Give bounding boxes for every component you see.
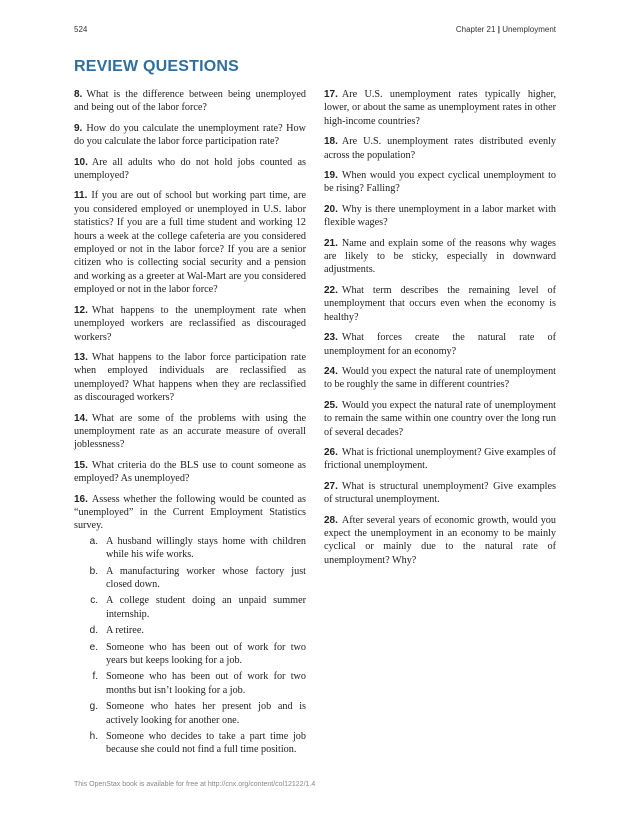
question-23 <box>324 331 556 358</box>
question-number: 24. <box>324 365 338 377</box>
chapter-label: Chapter 21 <box>455 25 496 34</box>
question-8 <box>74 88 306 115</box>
question-number: 19. <box>324 170 338 182</box>
question-16-options <box>74 535 306 757</box>
question-text: Are U.S. unemployment rates distributed evenly across the population? <box>324 136 556 161</box>
question-11 <box>74 189 306 296</box>
question-number: 11. <box>74 190 88 202</box>
question-number: 26. <box>324 446 338 458</box>
question-text: Are U.S. unemployment rates typically higher, lower, or about the same as unemployment rates in other high-income countries? <box>324 89 556 127</box>
question-text: When would you expect cyclical unemployment to be rising? Falling? <box>324 170 556 195</box>
question-text: What forces create the natural rate of unemployment for an economy? <box>324 332 556 357</box>
option-b <box>74 565 306 592</box>
question-number: 14. <box>74 412 88 424</box>
question-text: Name and explain some of the reasons why wages are likely to be sticky, especially in downward adjustments. <box>324 237 556 276</box>
question-number: 10. <box>74 156 88 168</box>
question-number: 20. <box>324 203 338 215</box>
question-text: What happens to the unemployment rate when unemployed workers are reclassified as discouraged workers? <box>74 304 306 343</box>
question-14 <box>74 412 306 452</box>
question-19 <box>324 169 556 196</box>
question-text: What is the difference between being unemployed and being out of the labor force? <box>74 89 306 114</box>
option-letter: f. <box>92 671 98 683</box>
question-text: What are some of the problems with using the unemployment rate as an accurate measure of overall joblessness? <box>74 412 306 451</box>
left-column <box>74 88 306 764</box>
option-letter: g. <box>89 701 98 713</box>
question-text: Why is there unemployment in a labor market with flexible wages? <box>324 203 556 229</box>
question-22 <box>324 284 556 324</box>
option-text: Someone who has been out of work for two years but keeps looking for a job. <box>106 641 306 667</box>
question-number: 9. <box>74 122 83 134</box>
question-number: 27. <box>324 480 338 492</box>
option-letter: h. <box>89 731 98 743</box>
option-text: A manufacturing worker whose factory just closed down. <box>106 565 306 590</box>
question-text: Would you expect the natural rate of unemployment to remain the same within one country over the long run of several decades? <box>324 399 556 438</box>
question-text: What is structural unemployment? Give examples of structural unemployment. <box>324 480 556 506</box>
option-e <box>74 641 306 668</box>
option-text: A retiree. <box>106 625 144 637</box>
option-letter: c. <box>90 595 98 607</box>
question-number: 17. <box>324 89 338 100</box>
question-text: If you are out of school but working part time, are you considered employed or unemployed in U.S. labor statistics? If you are a full time student and working 12 hours a week at the college cafeteria are you considered employed or not in the labor force? If you are a senior citizen who is collecting social security and a pension and working as a greeter at Wal-Mart are you considered employed or not in the labor force? <box>74 190 306 296</box>
question-17 <box>324 88 556 128</box>
question-26 <box>324 446 556 473</box>
question-9 <box>74 122 306 149</box>
option-d <box>74 624 306 637</box>
option-c <box>74 594 306 621</box>
question-number: 22. <box>324 284 338 296</box>
option-letter: b. <box>89 565 98 577</box>
question-text: How do you calculate the unemployment rate? How do you calculate the labor force participation rate? <box>74 122 306 148</box>
question-10 <box>74 156 306 183</box>
question-27 <box>324 480 556 507</box>
question-28 <box>324 514 556 568</box>
question-text: What criteria do the BLS use to count someone as employed? As unemployed? <box>74 459 306 485</box>
option-text: Someone who hates her present job and is actively looking for another one. <box>106 701 306 726</box>
question-20 <box>324 203 556 230</box>
question-number: 28. <box>324 514 338 526</box>
option-h <box>74 730 306 757</box>
question-21 <box>324 237 556 277</box>
question-number: 23. <box>324 332 338 344</box>
header-separator: | <box>497 25 500 34</box>
question-text: What term describes the remaining level of unemployment that occurs even when the economy is healthy? <box>324 284 556 323</box>
chapter-title: Unemployment <box>502 25 556 34</box>
question-25 <box>324 399 556 439</box>
question-number: 21. <box>324 237 338 249</box>
option-letter: e. <box>89 641 98 653</box>
question-18 <box>324 135 556 162</box>
question-text: After several years of economic growth, would you expect the unemployment in an economy to be mainly cyclical or mainly due to the natural rate of unemployment? Why? <box>324 514 556 566</box>
question-text: What happens to the labor force participation rate when employed individuals are reclassified as unemployed? What happens when they are reclassified as discouraged workers? <box>74 351 306 404</box>
option-letter: a. <box>89 535 98 547</box>
question-text: Are all adults who do not hold jobs counted as unemployed? <box>74 156 306 182</box>
question-13 <box>74 351 306 405</box>
question-number: 18. <box>324 136 338 148</box>
question-text: What is frictional unemployment? Give examples of frictional unemployment. <box>324 446 556 472</box>
question-text: Would you expect the natural rate of unemployment to be roughly the same in different countries? <box>324 365 556 391</box>
question-number: 25. <box>324 399 338 411</box>
question-12 <box>74 304 306 344</box>
option-text: A college student doing an unpaid summer internship. <box>106 595 306 620</box>
question-24 <box>324 365 556 392</box>
option-text: Someone who has been out of work for two months but isn’t looking for a job. <box>106 671 306 696</box>
question-text: Assess whether the following would be counted as “unemployed” in the Current Employment Statistics survey. <box>74 493 306 532</box>
question-number: 8. <box>74 89 83 100</box>
option-f <box>74 670 306 697</box>
option-text: Someone who decides to take a part time job because she could not find a full time position. <box>106 731 306 756</box>
section-title: REVIEW QUESTIONS <box>74 58 239 75</box>
option-text: A husband willingly stays home with children while his wife works. <box>106 535 306 561</box>
question-16 <box>74 493 306 757</box>
question-number: 15. <box>74 459 88 471</box>
running-header <box>456 25 556 34</box>
question-number: 16. <box>74 493 88 505</box>
page-number: 524 <box>74 25 88 34</box>
option-a <box>74 535 306 562</box>
question-number: 13. <box>74 351 88 363</box>
right-column <box>324 88 556 574</box>
option-g <box>74 700 306 727</box>
option-letter: d. <box>89 625 98 637</box>
question-number: 12. <box>74 304 88 316</box>
page-footer: This OpenStax book is available for free at http://cnx.org/content/col12122/1.4 <box>74 781 316 788</box>
question-15 <box>74 459 306 486</box>
